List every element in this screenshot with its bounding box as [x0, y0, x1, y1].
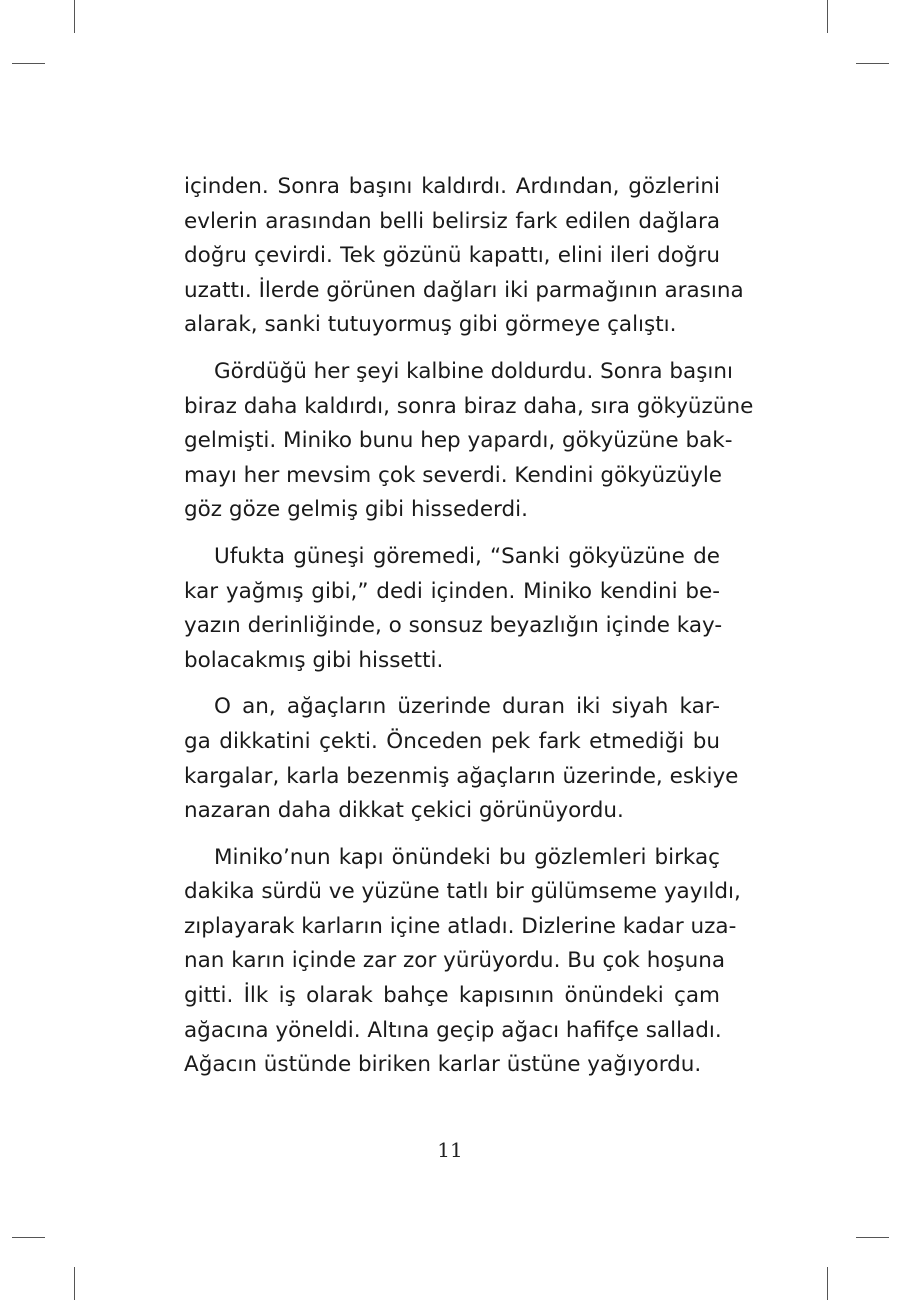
- text-line: ağacına yöneldi. Altına geçip ağacı hafifçe salladı.: [184, 1017, 722, 1043]
- paragraph: [184, 841, 741, 1083]
- crop-mark-top-right-vertical: [827, 0, 828, 33]
- text-line: nazaran daha dikkat çekici görünüyordu.: [184, 798, 624, 824]
- text-line: göz göze gelmiş gibi hissederdi.: [184, 497, 528, 523]
- body-text: [184, 170, 754, 1095]
- text-line: Ağacın üstünde biriken karlar üstüne yağıyordu.: [184, 1052, 702, 1078]
- paragraph: [184, 170, 744, 343]
- text-line: zıplayarak karların içine atladı. Dizlerine kadar uza-: [184, 913, 737, 939]
- text-line: uzattı. İlerde görünen dağları iki parmağının arasına: [184, 277, 744, 303]
- text-line: biraz daha kaldırdı, sonra biraz daha, sıra gökyüzüne: [184, 393, 754, 419]
- text-line: Ufukta güneşi göremedi, “Sanki gökyüzüne de: [214, 543, 720, 569]
- crop-mark-bottom-right-horizontal: [856, 1237, 889, 1238]
- text-line: nan karın içinde zar zor yürüyordu. Bu çok hoşuna: [184, 948, 726, 974]
- text-line: Miniko’nun kapı önündeki bu gözlemleri birkaç: [214, 844, 720, 870]
- paragraph: [184, 355, 754, 528]
- text-line: O an, ağaçların üzerinde duran iki siyah kar-: [214, 694, 720, 720]
- crop-mark-bottom-left-horizontal: [12, 1237, 45, 1238]
- text-line: evlerin arasından belli belirsiz fark edilen dağlara: [184, 208, 720, 234]
- text-line: gitti. İlk iş olarak bahçe kapısının önündeki çam: [184, 983, 720, 1009]
- text-line: bolacakmış gibi hissetti.: [184, 647, 444, 673]
- text-line: ga dikkatini çekti. Önceden pek fark etmediği bu: [184, 728, 720, 754]
- text-line: gelmişti. Miniko bunu hep yapardı, gökyüzüne bak-: [184, 428, 733, 454]
- text-line: içinden. Sonra başını kaldırdı. Ardından, gözlerini: [184, 174, 720, 199]
- crop-mark-top-left-horizontal: [12, 63, 45, 64]
- text-line: yazın derinliğinde, o sonsuz beyazlığın içinde kay-: [184, 613, 723, 639]
- text-line: dakika sürdü ve yüzüne tatlı bir gülümseme yayıldı,: [184, 879, 741, 905]
- paragraph: [184, 540, 723, 678]
- page-number: 11: [437, 1138, 463, 1162]
- crop-mark-bottom-left-vertical: [74, 1267, 75, 1300]
- paragraph: [184, 690, 739, 828]
- crop-mark-top-right-horizontal: [856, 63, 889, 64]
- text-line: alarak, sanki tutuyormuş gibi görmeye çalıştı.: [184, 312, 677, 338]
- text-line: Gördüğü her şeyi kalbine doldurdu. Sonra başını: [214, 358, 734, 384]
- text-line: mayı her mevsim çok severdi. Kendini gökyüzüyle: [184, 462, 723, 488]
- crop-mark-bottom-right-vertical: [827, 1267, 828, 1300]
- text-line: kargalar, karla bezenmiş ağaçların üzerinde, eskiye: [184, 763, 739, 789]
- text-line: doğru çevirdi. Tek gözünü kapattı, elini ileri doğru: [184, 243, 720, 269]
- crop-mark-top-left-vertical: [74, 0, 75, 33]
- text-line: kar yağmış gibi,” dedi içinden. Miniko kendini be-: [184, 578, 720, 604]
